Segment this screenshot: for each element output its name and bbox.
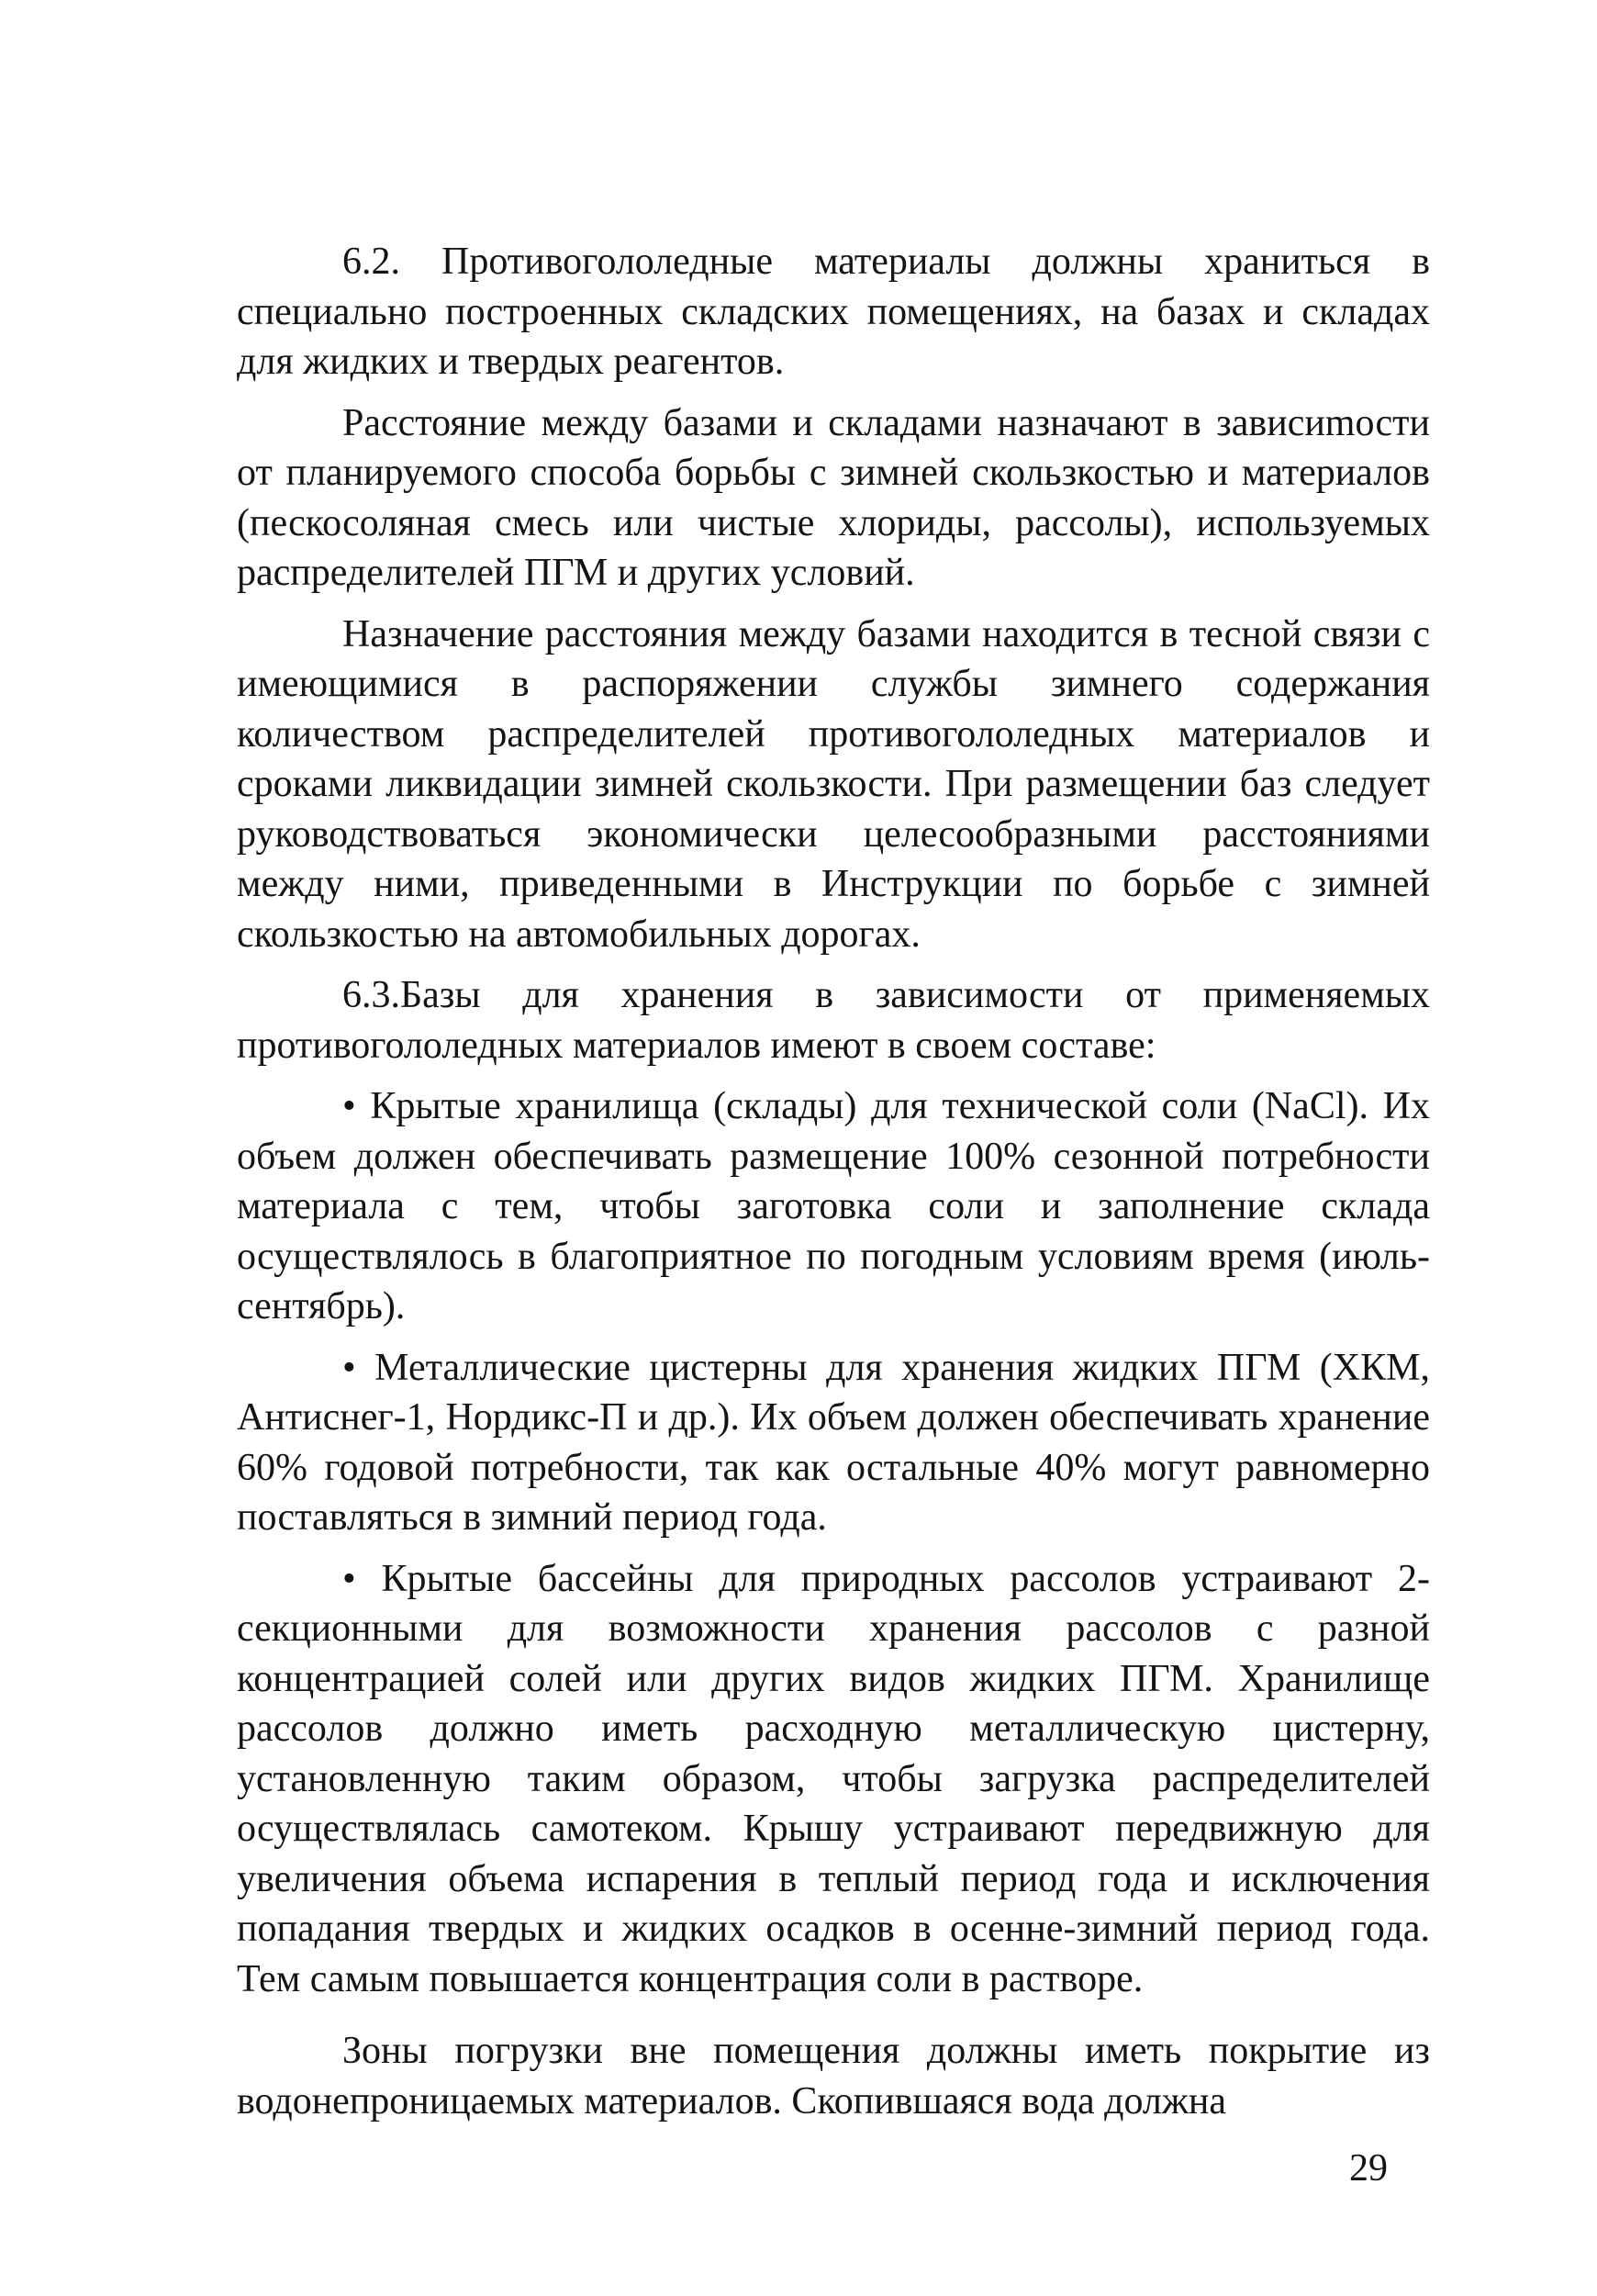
- body-text: [237, 237, 1430, 2126]
- paragraph-distance-between-bases: Расстояние между базами и складами назначают в зависиmости от планируемого способа борьбы с зимней скользкостью и материалов (пескосоляная смесь или чистые хлориды, рассолы), используемых распределителей ПГМ и других условий.: [237, 401, 1430, 594]
- page-number: 29: [1349, 2147, 1388, 2190]
- bullet-covered-storage: • Крытые хранилища (склады) для технической соли (NaCl). Их объем должен обеспечивать размещение 100% сезонной потребности материала с тем, чтобы заготовка соли и заполнение склада осуществлялось в благоприятное по погодным условиям время (июль-сентябрь).: [237, 1085, 1430, 1327]
- paragraph-6-2: 6.2. Противогололедные материалы должны храниться в специально построенных складских помещениях, на базах и складах для жидких и твердых реагентов.: [237, 241, 1430, 383]
- bullet-covered-pools: • Крытые бассейны для природных рассолов устраивают 2-секционными для возможности хранения рассолов с разной концентрацией солей или других видов жидких ПГМ. Хранилище рассолов должно иметь расходную металлическую цистерну, установленную таким образом, чтобы загрузка распределителей осуществлялась самотеком. Крышу устраивают передвижную для увеличения объема испарения в теплый период года и исключения попадания твердых и жидких осадков в осенне-зимний период года. Тем самым повышается концентрация соли в растворе.: [237, 1557, 1430, 2000]
- bullet-metal-tanks: • Металлические цистерны для хранения жидких ПГМ (ХКМ, Антиснег-1, Нордикс-П и др.). Их объем должен обеспечивать хранение 60% годовой потребности, так как остальные 40% могут равномерно поставляться в зимний период года.: [237, 1346, 1430, 1539]
- paragraph-6-3: 6.3.Базы для хранения в зависимости от применяемых противогололедных материалов имеют в своем составе:: [237, 974, 1430, 1067]
- paragraph-loading-zones: Зоны погрузки вне помещения должны иметь покрытие из водонепроницаемых материалов. Скопившаяся вода должна: [237, 2030, 1430, 2122]
- paragraph-distance-assignment: Назначение расстояния между базами находится в тесной связи с имеющимися в распоряжении службы зимнего содержания количеством распределителей противогололедных материалов и сроками ликвидации зимней скользкости. При размещении баз следует руководствоваться экономически целесообразными расстояниями между ними, приведенными в Инструкции по борьбе с зимней скользкостью на автомобильных дорогах.: [237, 612, 1430, 956]
